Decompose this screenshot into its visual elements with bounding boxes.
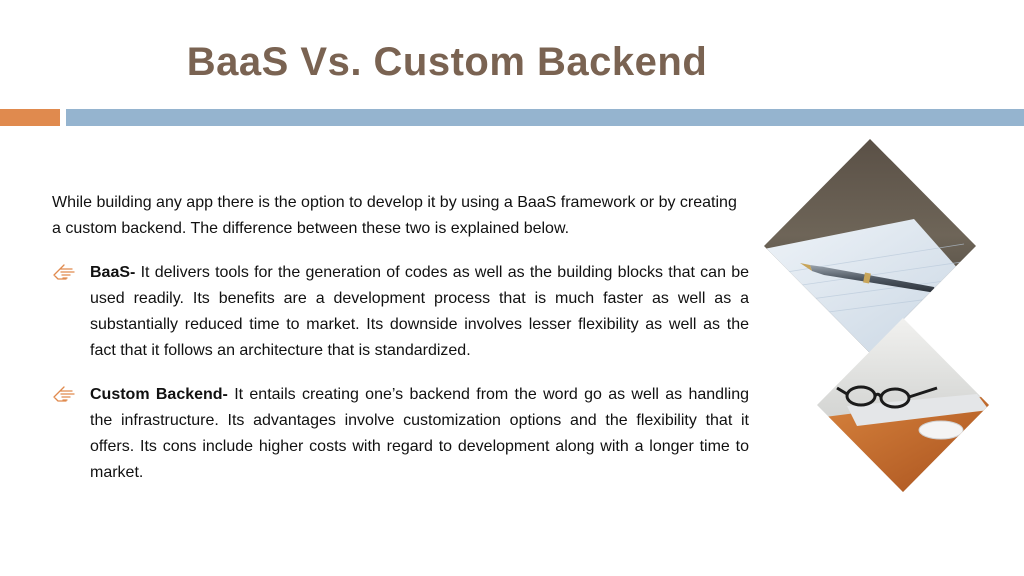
bullet-custom-backend <box>52 382 749 486</box>
slide-body <box>52 190 749 504</box>
pen-paper-photo <box>764 139 976 353</box>
intro-paragraph: While building any app there is the option to develop it by using a BaaS framework or by creating a custom backend. The difference between these two is explained below. <box>52 194 737 237</box>
pointing-hand-icon <box>52 385 78 405</box>
bullet-term: BaaS- <box>90 264 136 281</box>
bullet-baas <box>52 260 749 364</box>
bullet-text: It delivers tools for the generation of codes as well as the building blocks that can be used readily. Its benefits are a development process that is much faster as well as a substantially reduced time to market. Its downside involves lesser flexibility as well as the fact that it follows an architecture that is standardized. <box>90 264 749 359</box>
bullet-term: Custom Backend- <box>90 386 228 403</box>
glasses-desk-photo <box>817 318 989 492</box>
accent-bar-blue <box>66 109 1024 126</box>
bullet-text: It entails creating one’s backend from the word go as well as handling the infrastructure. Its advantages involve customization options and the flexibility that it offers. Its cons include higher costs with regard to development along with a longer time to market. <box>90 386 749 481</box>
pointing-hand-icon <box>52 263 78 283</box>
accent-bar-orange <box>0 109 60 126</box>
slide-title: BaaS Vs. Custom Backend <box>186 40 708 84</box>
